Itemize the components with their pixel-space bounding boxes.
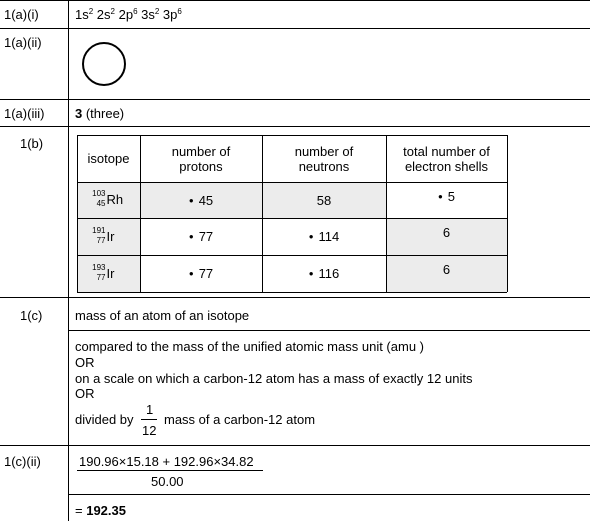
row-divider bbox=[0, 297, 590, 298]
circle-drawing bbox=[82, 42, 126, 86]
fraction-numerator: 1 bbox=[146, 402, 154, 417]
answer-text: 3 (three) bbox=[75, 106, 125, 121]
fraction-denominator: 12 bbox=[142, 423, 157, 438]
fraction-bar bbox=[141, 419, 157, 420]
table-line bbox=[507, 135, 508, 292]
question-label: 1(b) bbox=[20, 136, 44, 151]
header-neutrons: number of neutrons bbox=[294, 143, 354, 174]
isotope-symbol: 103 45 Rh bbox=[92, 189, 124, 208]
calc-result: = 192.35 bbox=[75, 503, 126, 518]
neutrons-value: 58 bbox=[316, 192, 332, 208]
calc-fraction-bar bbox=[77, 470, 263, 471]
row-divider bbox=[0, 0, 590, 1]
row-divider bbox=[0, 28, 590, 29]
definition-line: mass of an atom of an isotope bbox=[75, 308, 250, 323]
protons-value: ● 45 bbox=[140, 182, 262, 218]
row-divider bbox=[0, 126, 590, 127]
header-isotope: isotope bbox=[87, 151, 130, 166]
table-line bbox=[77, 292, 507, 293]
row-divider bbox=[0, 99, 590, 100]
electron-configuration: $1s^2$ $2s^2$ $2p^6$ $3s^2$ $3p^6$ bbox=[75, 7, 182, 22]
isotope-symbol: 191 77 Ir bbox=[92, 225, 115, 245]
protons-value: ● 77 bbox=[140, 218, 262, 255]
definition-line: on a scale on which a carbon-12 atom has a mass of exactly 12 units bbox=[75, 371, 473, 386]
question-label: 1(c)(ii) bbox=[4, 454, 41, 469]
calc-denominator: 50.00 bbox=[151, 474, 184, 489]
row-divider bbox=[0, 445, 590, 446]
shells-value: 6 bbox=[442, 262, 451, 277]
row-divider bbox=[68, 330, 590, 331]
definition-line: compared to the mass of the unified atomic mass unit (amu ) bbox=[75, 339, 424, 354]
header-shells: total number of electron shells bbox=[403, 143, 490, 174]
question-label: 1(a)(i) bbox=[4, 7, 39, 22]
shells-value: ● 5 bbox=[386, 178, 507, 214]
label-column-divider bbox=[68, 0, 69, 521]
divided-by-text: divided by bbox=[75, 412, 134, 427]
neutrons-value: ● 114 bbox=[262, 218, 386, 255]
or-text: OR bbox=[75, 386, 95, 401]
protons-value: ● 77 bbox=[140, 255, 262, 292]
isotope-symbol: 193 77 Ir bbox=[92, 262, 115, 282]
shells-value: 6 bbox=[442, 225, 451, 240]
question-label: 1(a)(iii) bbox=[4, 106, 45, 121]
neutrons-value: ● 116 bbox=[262, 255, 386, 292]
calc-numerator: 190.96×15.18 + 192.96×34.82 bbox=[79, 454, 254, 469]
question-label: 1(a)(ii) bbox=[4, 35, 42, 50]
question-label: 1(c) bbox=[20, 308, 43, 323]
definition-line: mass of a carbon-12 atom bbox=[164, 412, 316, 427]
or-text: OR bbox=[75, 355, 95, 370]
header-protons: number of protons bbox=[171, 143, 231, 174]
row-divider bbox=[68, 494, 590, 495]
